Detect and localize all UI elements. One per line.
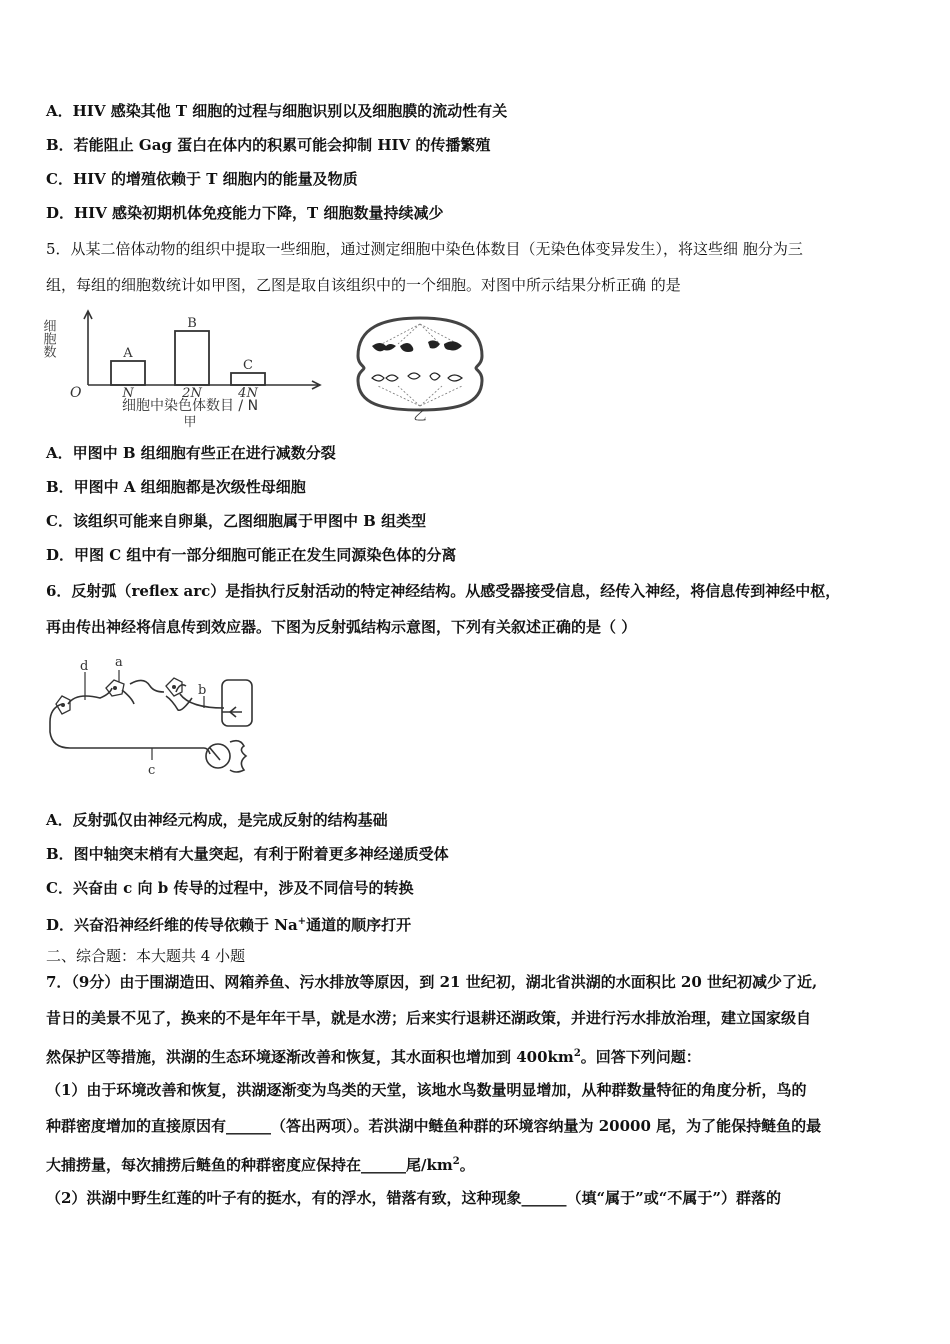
- bar-label-c: C: [243, 358, 253, 373]
- q6-option-d-suffix: 通道的顺序打开: [306, 916, 412, 934]
- label-b: b: [198, 683, 207, 698]
- q6-option-d: [46, 912, 411, 935]
- q4-option-b: B．若能阻止 Gag 蛋白在体内的积累可能会抑制 HIV 的传播繁殖: [46, 136, 491, 154]
- q7-line2: 昔日的美景不见了，换来的不是年年干旱，就是水涝；后来实行退耕还湖政策，并进行污水排放治理，建立国家级自: [46, 1009, 812, 1027]
- chart-bars: [111, 316, 265, 385]
- q7-line5: 种群密度增加的直接原因有______（答出两项）。若洪湖中鲢鱼种群的环境容纳量为 20000 尾，为了能保持鲢鱼的最: [46, 1117, 822, 1135]
- label-a: a: [115, 655, 123, 670]
- chromosomes-upper: [372, 340, 462, 352]
- q7-line6-suffix: 。: [459, 1156, 475, 1174]
- bar-b: [175, 331, 209, 385]
- bar-a: [111, 361, 145, 385]
- q5-option-c: C．该组织可能来自卵巢，乙图细胞属于甲图中 B 组类型: [46, 512, 427, 530]
- q7-line3-sup: 2: [573, 1048, 581, 1059]
- section2-heading: 二、综合题：本大题共 4 小题: [46, 947, 246, 965]
- q5-option-d: D．甲图 C 组中有一部分细胞可能正在发生同源染色体的分离: [46, 546, 457, 564]
- neuron-cell-bodies: [56, 678, 182, 714]
- tick-label-4n: 4N: [238, 386, 258, 401]
- reflex-arc-pathway: [50, 680, 252, 772]
- q5-stem-line1: 5．从某二倍体动物的组织中提取一些细胞，通过测定细胞中染色体数目（无染色体变异发生），将这些细 胞分为三: [46, 240, 803, 258]
- q6-stem-line2: 再由传出神经将信息传到效应器。下图为反射弧结构示意图，下列有关叙述正确的是（ ）: [46, 618, 637, 636]
- figure-yi-cell-diagram: [350, 316, 490, 422]
- bar-label-b: B: [187, 316, 197, 331]
- q5-stem-line2: 组，每组的细胞数统计如甲图，乙图是取自该组织中的一个细胞。对图中所示结果分析正确 的是: [46, 276, 681, 294]
- q7-line6-prefix: 大捕捞量，每次捕捞后鲢鱼的种群密度应保持在______尾/km: [46, 1156, 453, 1174]
- chart-axes: [84, 311, 320, 389]
- q7-line3: [46, 1044, 701, 1067]
- q7-line7: （2）洪湖中野生红莲的叶子有的挺水，有的浮水，错落有致，这种现象______（填“属于”或“不属于”）群落的: [46, 1189, 781, 1207]
- q7-line1: 7．（9分）由于围湖造田、网箱养鱼、污水排放等原因，到 21 世纪初，湖北省洪湖的水面积比 20 世纪初减少了近,: [46, 973, 818, 991]
- q4-option-d: D．HIV 感染初期机体免疫能力下降，T 细胞数量持续减少: [46, 204, 444, 222]
- q6-stem-line1: 6．反射弧（reflex arc）是指执行反射活动的特定神经结构。从感受器接受信息，经传入神经，将信息传到神经中枢，: [46, 582, 841, 600]
- stimulation-markers: [85, 670, 207, 760]
- q7-line6: [46, 1152, 475, 1175]
- chart-ylabel: 细胞数: [40, 319, 56, 358]
- figure-reflex-arc: [40, 652, 265, 782]
- tick-label-2n: 2N: [182, 386, 202, 401]
- q6-option-d-sup: +: [297, 916, 307, 927]
- figure-jia-bar-chart: [40, 305, 345, 430]
- q6-option-d-prefix: D．兴奋沿神经纤维的传导依赖于 Na: [46, 916, 298, 934]
- q5-option-a: A．甲图中 B 组细胞有些正在进行减数分裂: [46, 444, 336, 462]
- q6-option-b: B．图中轴突末梢有大量突起，有利于附着更多神经递质受体: [46, 845, 449, 863]
- chart-xlabel: 细胞中染色体数目 / N: [121, 398, 259, 414]
- q6-option-c: C．兴奋由 c 向 b 传导的过程中，涉及不同信号的转换: [46, 879, 414, 897]
- q5-option-b: B．甲图中 A 组细胞都是次级性母细胞: [46, 478, 306, 496]
- chromosomes-lower: [372, 373, 462, 381]
- q4-option-c: C．HIV 的增殖依赖于 T 细胞内的能量及物质: [46, 170, 358, 188]
- bar-c: [231, 373, 265, 385]
- q7-line3-prefix: 然保护区等措施，洪湖的生态环境逐渐改善和恢复，其水面积也增加到 400km: [46, 1048, 574, 1066]
- label-d: d: [80, 659, 89, 674]
- q7-line6-sup: 2: [452, 1156, 460, 1167]
- q7-line3-suffix: 。回答下列问题：: [580, 1048, 701, 1066]
- bar-label-a: A: [123, 346, 133, 361]
- figure-caption-yi: 乙: [413, 409, 427, 422]
- chart-origin: O: [70, 385, 82, 401]
- q4-option-a: A．HIV 感染其他 T 细胞的过程与细胞识别以及细胞膜的流动性有关: [46, 102, 508, 120]
- chart-caption-jia: 甲: [183, 415, 197, 430]
- tick-label-n: N: [122, 386, 134, 401]
- spindle-fibers: [378, 324, 462, 406]
- q6-option-a: A．反射弧仅由神经元构成，是完成反射的结构基础: [46, 811, 388, 829]
- label-c: c: [148, 763, 156, 778]
- neuron-nuclei: [61, 685, 176, 707]
- q7-line4: （1）由于环境改善和恢复，洪湖逐渐变为鸟类的天堂，该地水鸟数量明显增加，从种群数量特征的角度分析，鸟的: [46, 1081, 807, 1099]
- cell-membrane: [358, 318, 482, 410]
